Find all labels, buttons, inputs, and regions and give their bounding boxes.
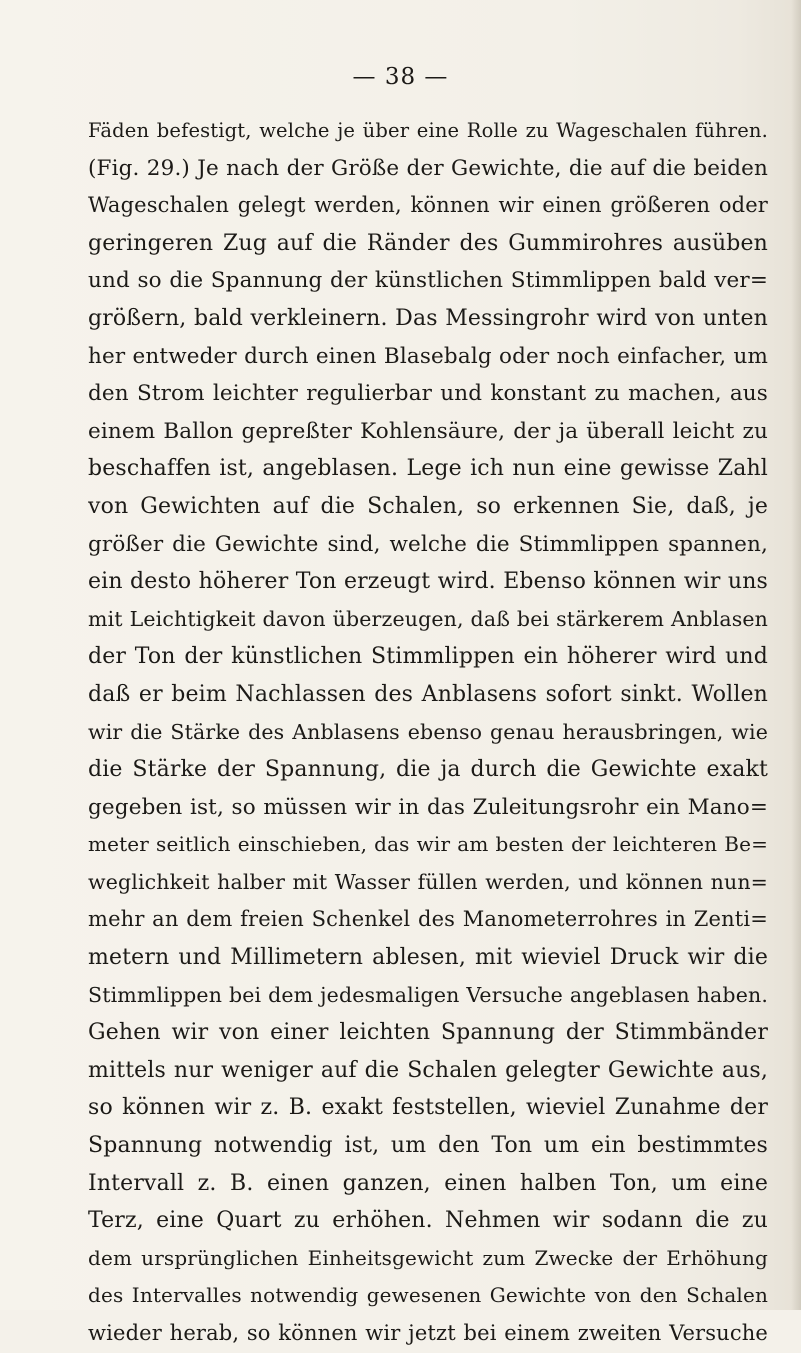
text-line: Wageschalen gelegt werden, können wir einen größeren oder xyxy=(88,193,768,218)
text-line: geringeren Zug auf die Ränder des Gummirohres ausüben xyxy=(88,230,768,256)
page-number-header: — 38 — xyxy=(352,64,449,90)
text-line: die Stärke der Spannung, die ja durch die Gewichte exakt xyxy=(88,757,768,783)
text-line: mittels nur weniger auf die Schalen gelegter Gewichte aus, xyxy=(88,1057,768,1083)
text-line: Intervall z. B. einen ganzen, einen halben Ton, um eine xyxy=(88,1170,768,1196)
text-line: wir die Stärke des Anblasens ebenso genau herausbringen, wie xyxy=(88,719,768,744)
text-line: dem ursprünglichen Einheitsgewicht zum Zwecke der Erhöhung xyxy=(88,1245,768,1270)
text-line: daß er beim Nachlassen des Anblasens sofort sinkt. Wollen xyxy=(88,681,768,707)
text-line: her entweder durch einen Blasebalg oder noch einfacher, um xyxy=(88,343,768,369)
page-edge-shadow xyxy=(791,0,801,1310)
text-line: einem Ballon gepreßter Kohlensäure, der ja überall leicht zu xyxy=(88,418,768,444)
text-line: der Ton der künstlichen Stimmlippen ein höherer wird und xyxy=(88,644,768,670)
text-line: Stimmlippen bei dem jedesmaligen Versuche angeblasen haben. xyxy=(88,982,768,1007)
text-line: gegeben ist, so müssen wir in das Zuleitungsrohr ein Mano= xyxy=(88,794,768,820)
text-line: von Gewichten auf die Schalen, so erkennen Sie, daß, je xyxy=(88,493,768,519)
text-line: weglichkeit halber mit Wasser füllen werden, und können nun= xyxy=(88,869,768,894)
text-line: Gehen wir von einer leichten Spannung der Stimmbänder xyxy=(88,1020,768,1046)
text-line: Spannung notwendig ist, um den Ton um ein bestimmtes xyxy=(88,1133,768,1159)
text-line: beschaffen ist, angeblasen. Lege ich nun eine gewisse Zahl xyxy=(88,456,768,482)
text-line: ein desto höherer Ton erzeugt wird. Ebenso können wir uns xyxy=(88,569,768,595)
text-line: metern und Millimetern ablesen, mit wieviel Druck wir die xyxy=(88,945,768,971)
text-line: (Fig. 29.) Je nach der Größe der Gewichte, die auf die beiden xyxy=(88,155,768,181)
text-line: mit Leichtigkeit davon überzeugen, daß bei stärkerem Anblasen xyxy=(88,606,768,631)
text-line: größer die Gewichte sind, welche die Stimmlippen spannen, xyxy=(88,531,768,557)
text-line: so können wir z. B. exakt feststellen, wieviel Zunahme der xyxy=(88,1095,768,1121)
text-line: den Strom leichter regulierbar und konstant zu machen, aus xyxy=(88,381,768,407)
text-line: meter seitlich einschieben, das wir am besten der leichteren Be= xyxy=(88,832,768,857)
text-line: größern, bald verkleinern. Das Messingrohr wird von unten xyxy=(88,305,768,331)
text-line: des Intervalles notwendig gewesenen Gewichte von den Schalen xyxy=(88,1283,768,1308)
body-text xyxy=(88,112,768,1353)
text-line: wieder herab, so können wir jetzt bei einem zweiten Versuche xyxy=(88,1321,768,1345)
text-line: mehr an dem freien Schenkel des Manometerrohres in Zenti= xyxy=(88,907,768,932)
text-line: Terz, eine Quart zu erhöhen. Nehmen wir sodann die zu xyxy=(88,1208,768,1234)
text-line: Fäden befestigt, welche je über eine Rolle zu Wageschalen führen. xyxy=(88,119,768,142)
text-line: und so die Spannung der künstlichen Stimmlippen bald ver= xyxy=(88,268,768,294)
